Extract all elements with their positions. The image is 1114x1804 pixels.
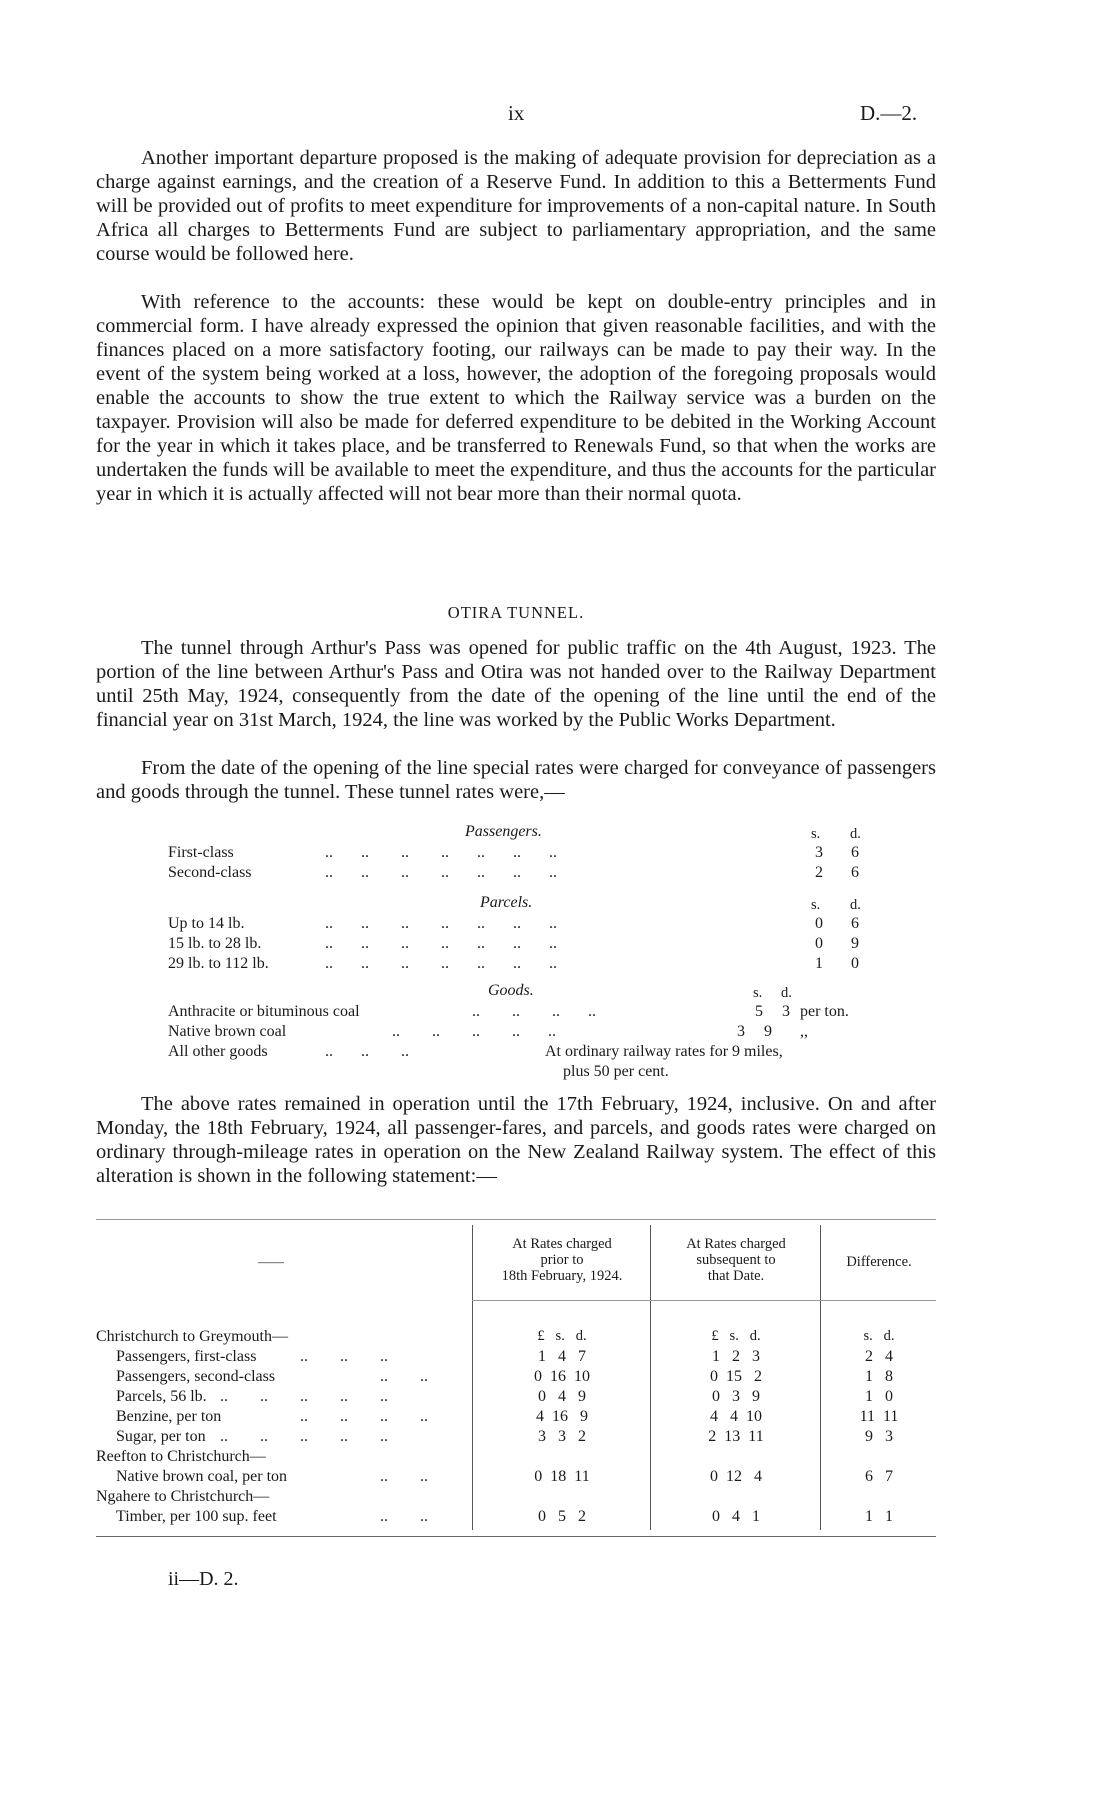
rate-suffix: per ton. xyxy=(800,1003,849,1020)
parcels-unit-d: d. xyxy=(850,897,861,913)
cell-diff: 9 3 xyxy=(865,1428,893,1445)
statement-row-label: Passengers, second-class xyxy=(116,1368,276,1385)
cell-before: 0 4 9 xyxy=(538,1388,586,1405)
page-number: ix xyxy=(508,101,525,125)
rate-suffix: ,, xyxy=(800,1023,808,1040)
statement-row-label: Sugar, per ton xyxy=(116,1428,206,1445)
cell-after: 1 2 3 xyxy=(712,1348,760,1365)
column-header-after-line: subsequent to xyxy=(696,1252,776,1268)
column-header-after-line: At Rates charged xyxy=(686,1236,786,1252)
rate-text-continued: plus 50 per cent. xyxy=(563,1063,669,1080)
cell-diff: 1 1 xyxy=(865,1508,893,1525)
cell-after: 0 15 2 xyxy=(710,1368,762,1385)
rate-s: 5 xyxy=(755,1003,763,1020)
cell-after: 0 3 9 xyxy=(712,1388,760,1405)
leader-dots: .. .. xyxy=(380,1508,428,1525)
unit-row-after: £ s. d. xyxy=(711,1328,761,1344)
cell-after: 0 4 1 xyxy=(712,1508,760,1525)
cell-before: 0 18 11 xyxy=(534,1468,590,1485)
rate-d: 6 xyxy=(851,844,859,861)
cell-after: 4 4 10 xyxy=(710,1408,762,1425)
cell-after: 0 12 4 xyxy=(710,1468,762,1485)
cell-after: 2 13 11 xyxy=(708,1428,764,1445)
column-header-difference: Difference. xyxy=(846,1254,912,1270)
rate-label: Anthracite or bituminous coal xyxy=(168,1003,360,1020)
parcels-heading: Parcels. xyxy=(480,894,533,911)
rate-label: 29 lb. to 112 lb. xyxy=(168,955,269,972)
group-heading: Christchurch to Greymouth— xyxy=(96,1328,288,1345)
rate-s: 1 xyxy=(815,955,823,972)
leader-dots: .. .. .. .. xyxy=(300,1408,428,1425)
leader-dots: .. .. .. xyxy=(325,1043,409,1060)
leader-dots: .. .. .. xyxy=(300,1348,388,1365)
rate-d: 3 xyxy=(782,1003,790,1020)
rate-label: Native brown coal xyxy=(168,1023,287,1040)
goods-unit-s: s. xyxy=(753,985,763,1001)
column-header-before-line: 18th February, 1924. xyxy=(501,1268,623,1284)
statement-row-label: Parcels, 56 lb. xyxy=(116,1388,207,1405)
rate-label: First-class xyxy=(168,844,234,861)
column-header-before-line: prior to xyxy=(540,1252,584,1268)
rate-s: 0 xyxy=(815,915,823,932)
cell-before: 0 16 10 xyxy=(534,1368,590,1385)
header-rule xyxy=(472,1300,936,1301)
column-header-before-line: At Rates charged xyxy=(512,1236,612,1252)
rate-d: 0 xyxy=(851,955,859,972)
cell-before: 3 3 2 xyxy=(538,1428,586,1445)
leader-dots: .. .. .. .. .. .. .. xyxy=(325,935,557,952)
leader-dots: .. .. .. .. .. .. .. xyxy=(325,955,557,972)
rate-label: All other goods xyxy=(168,1043,268,1060)
goods-unit-d: d. xyxy=(781,985,792,1001)
column-rule xyxy=(472,1225,473,1530)
leader-dots: .. .. .. .. .. xyxy=(220,1388,388,1405)
column-header-after-line: that Date. xyxy=(707,1268,765,1284)
leader-dots: .. .. .. .. .. .. .. xyxy=(325,915,557,932)
cell-diff: 11 11 xyxy=(859,1408,899,1425)
cell-diff: 2 4 xyxy=(865,1348,893,1365)
rate-label: Up to 14 lb. xyxy=(168,915,245,932)
table-top-rule xyxy=(96,1219,936,1220)
column-header-after xyxy=(652,1236,820,1284)
paragraph-depreciation: Another important departure proposed is the making of adequate provision for depreciation as a charge against earnings, and the creation of a Reserve Fund. In addition to this a Betterments Fund will be provided out of profits to meet expenditure for improvements of a non-capital nature. In South Africa all charges to Betterments Fund are subject to parliamentary appropriation, and the same course would be followed here. xyxy=(96,147,936,265)
statement-row-label: Timber, per 100 sup. feet xyxy=(116,1508,277,1525)
rate-label: 15 lb. to 28 lb. xyxy=(168,935,262,952)
leader-dots: .. .. xyxy=(380,1368,428,1385)
leader-dots: .. .. .. .. .. xyxy=(220,1428,388,1445)
cell-diff: 1 8 xyxy=(865,1368,893,1385)
rate-s: 3 xyxy=(815,844,823,861)
rate-s: 0 xyxy=(815,935,823,952)
rate-d: 6 xyxy=(851,915,859,932)
rate-d: 6 xyxy=(851,864,859,881)
group-heading: Ngahere to Christchurch— xyxy=(96,1488,270,1505)
passengers-heading: Passengers. xyxy=(465,823,542,840)
passengers-unit-s: s. xyxy=(811,826,821,842)
rate-d: 9 xyxy=(764,1023,772,1040)
column-header-before xyxy=(474,1236,650,1284)
column-rule xyxy=(820,1225,821,1530)
paragraph-tunnel-rates: From the date of the opening of the line special rates were charged for conveyance of passengers and goods through the tunnel. These tunnel rates were,— xyxy=(96,757,936,803)
column-header-blank: —— xyxy=(258,1254,284,1269)
unit-row-before: £ s. d. xyxy=(537,1328,587,1344)
cell-before: 4 16 9 xyxy=(536,1408,588,1425)
rate-label: Second-class xyxy=(168,864,252,881)
cell-diff: 6 7 xyxy=(865,1468,893,1485)
leader-dots: .. .. xyxy=(380,1468,428,1485)
cell-before: 1 4 7 xyxy=(538,1348,586,1365)
rate-s: 2 xyxy=(815,864,823,881)
cell-before: 0 5 2 xyxy=(538,1508,586,1525)
leader-dots: .. .. .. .. xyxy=(472,1003,596,1020)
statement-row-label: Benzine, per ton xyxy=(116,1408,222,1425)
cell-diff: 1 0 xyxy=(865,1388,893,1405)
table-bottom-rule xyxy=(96,1536,936,1537)
group-heading: Reefton to Christchurch— xyxy=(96,1448,266,1465)
document-reference: D.—2. xyxy=(860,101,918,125)
signature-mark: ii—D. 2. xyxy=(168,1568,239,1590)
column-rule xyxy=(650,1225,651,1530)
statement-row-label: Native brown coal, per ton xyxy=(116,1468,288,1485)
section-title: OTIRA TUNNEL. xyxy=(447,603,585,622)
leader-dots: .. .. .. .. .. xyxy=(392,1023,556,1040)
parcels-unit-s: s. xyxy=(811,897,821,913)
passengers-unit-d: d. xyxy=(850,826,861,842)
paragraph-accounts: With reference to the accounts: these would be kept on double-entry principles and in commercial form. I have already expressed the opinion that given reasonable facilities, and with the finances placed on a more satisfactory footing, our railways can be made to pay their way. In the event of the system being worked at a loss, however, the adoption of the foregoing proposals would enable the accounts to show the true extent to which the Railway service was a burden on the taxpayer. Provision will also be made for deferred expenditure to be debited in the Working Account for the year in which it takes place, and be transferred to Renewals Fund, so that when the works are undertaken the funds will be available to meet the expenditure, and thus the accounts for the particular year in which it is actually affected will not bear more than their normal quota. xyxy=(96,291,936,505)
paragraph-alteration: The above rates remained in operation until the 17th February, 1924, inclusive. On and after Monday, the 18th February, 1924, all passenger-fares, and parcels, and goods rates were charged on ordinary through-mileage rates in operation on the New Zealand Railway system. The effect of this alteration is shown in the following statement:— xyxy=(96,1093,936,1187)
rate-s: 3 xyxy=(737,1023,745,1040)
paragraph-tunnel-opening: The tunnel through Arthur's Pass was opened for public traffic on the 4th August, 1923. The portion of the line between Arthur's Pass and Otira was not handed over to the Railway Department until 25th May, 1924, consequently from the date of the opening of the line until the end of the financial year on 31st March, 1924, the line was worked by the Public Works Department. xyxy=(96,637,936,731)
leader-dots: .. .. .. .. .. .. .. xyxy=(325,864,557,881)
statement-row-label: Passengers, first-class xyxy=(116,1348,257,1365)
rate-d: 9 xyxy=(851,935,859,952)
rate-text: At ordinary railway rates for 9 miles, xyxy=(545,1043,783,1060)
leader-dots: .. .. .. .. .. .. .. xyxy=(325,844,557,861)
unit-row-diff: s. d. xyxy=(863,1328,895,1344)
goods-heading: Goods. xyxy=(488,982,534,999)
